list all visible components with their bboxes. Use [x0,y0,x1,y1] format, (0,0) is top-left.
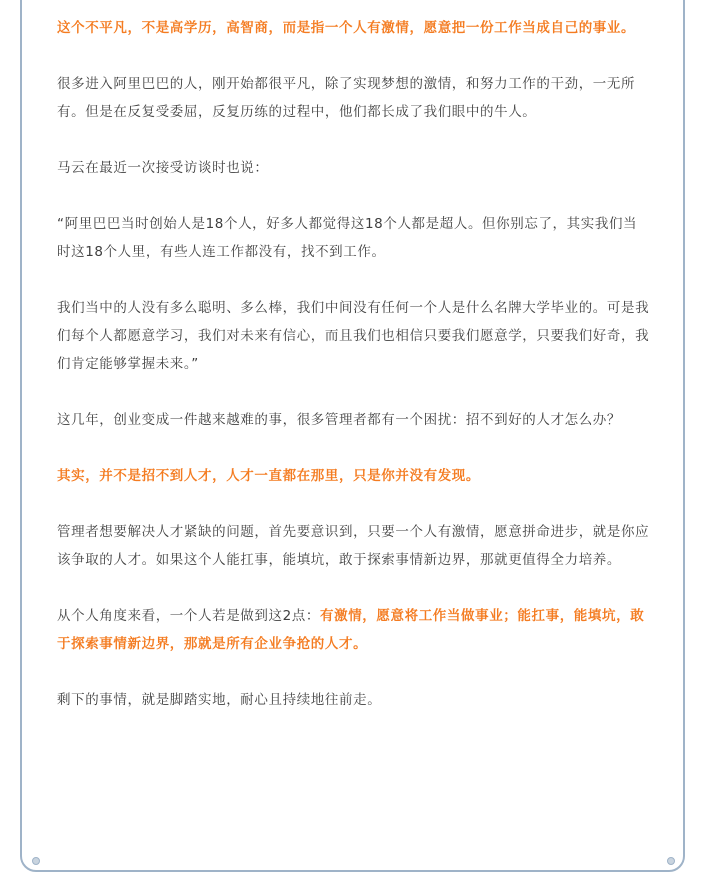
quote-paragraph-learning: 我们当中的人没有多么聪明、多么棒，我们中间没有任何一个人是什么名牌大学毕业的。可是我们每个人都愿意学习，我们对未来有信心，而且我们也相信只要我们愿意学，只要我们好奇，我们肯定能够掌握未来。” [57,300,650,372]
paragraph-closing: 剩下的事情，就是脚踏实地，耐心且持续地往前走。 [57,692,382,708]
paragraph-jack-ma-intro: 马云在最近一次接受访谈时也说： [57,160,269,176]
two-points-prefix: 从个人角度来看，一个人若是做到这2点： [57,608,320,624]
two-points-highlight: 有激情，愿意将工作当做事业；能扛事，能填坑，敢于探索事情新边界，那就是所有企业争抢的人才。 [57,608,645,652]
quote-paragraph-founders: “阿里巴巴当时创始人是18个人，好多人都觉得这18个人都是超人。但你别忘了，其实我们当时这18个人里，有些人连工作都没有，找不到工作。 [57,216,638,260]
article-body [57,14,651,742]
paragraph-manager-advice: 管理者想要解决人才紧缺的问题，首先要意识到，只要一个人有激情，愿意拼命进步，就是你应该争取的人才。如果这个人能扛事，能填坑，敢于探索事情新边界，那就更值得全力培养。 [57,524,650,568]
frame-corner-dot-left [32,857,40,865]
highlight-paragraph-talent: 其实，并不是招不到人才，人才一直都在那里，只是你并没有发现。 [57,468,480,484]
paragraph-alibaba-ordinary: 很多进入阿里巴巴的人，刚开始都很平凡，除了实现梦想的激情，和努力工作的干劲，一无所有。但是在反复受委屈，反复历练的过程中，他们都长成了我们眼中的牛人。 [57,76,636,120]
frame-corner-dot-right [667,857,675,865]
paragraph-two-points [57,602,651,658]
highlight-paragraph-passion: 这个不平凡，不是高学历，高智商，而是指一个人有激情，愿意把一份工作当成自己的事业。 [57,20,636,36]
paragraph-hiring-problem: 这几年，创业变成一件越来越难的事，很多管理者都有一个困扰：招不到好的人才怎么办？ [57,412,621,428]
